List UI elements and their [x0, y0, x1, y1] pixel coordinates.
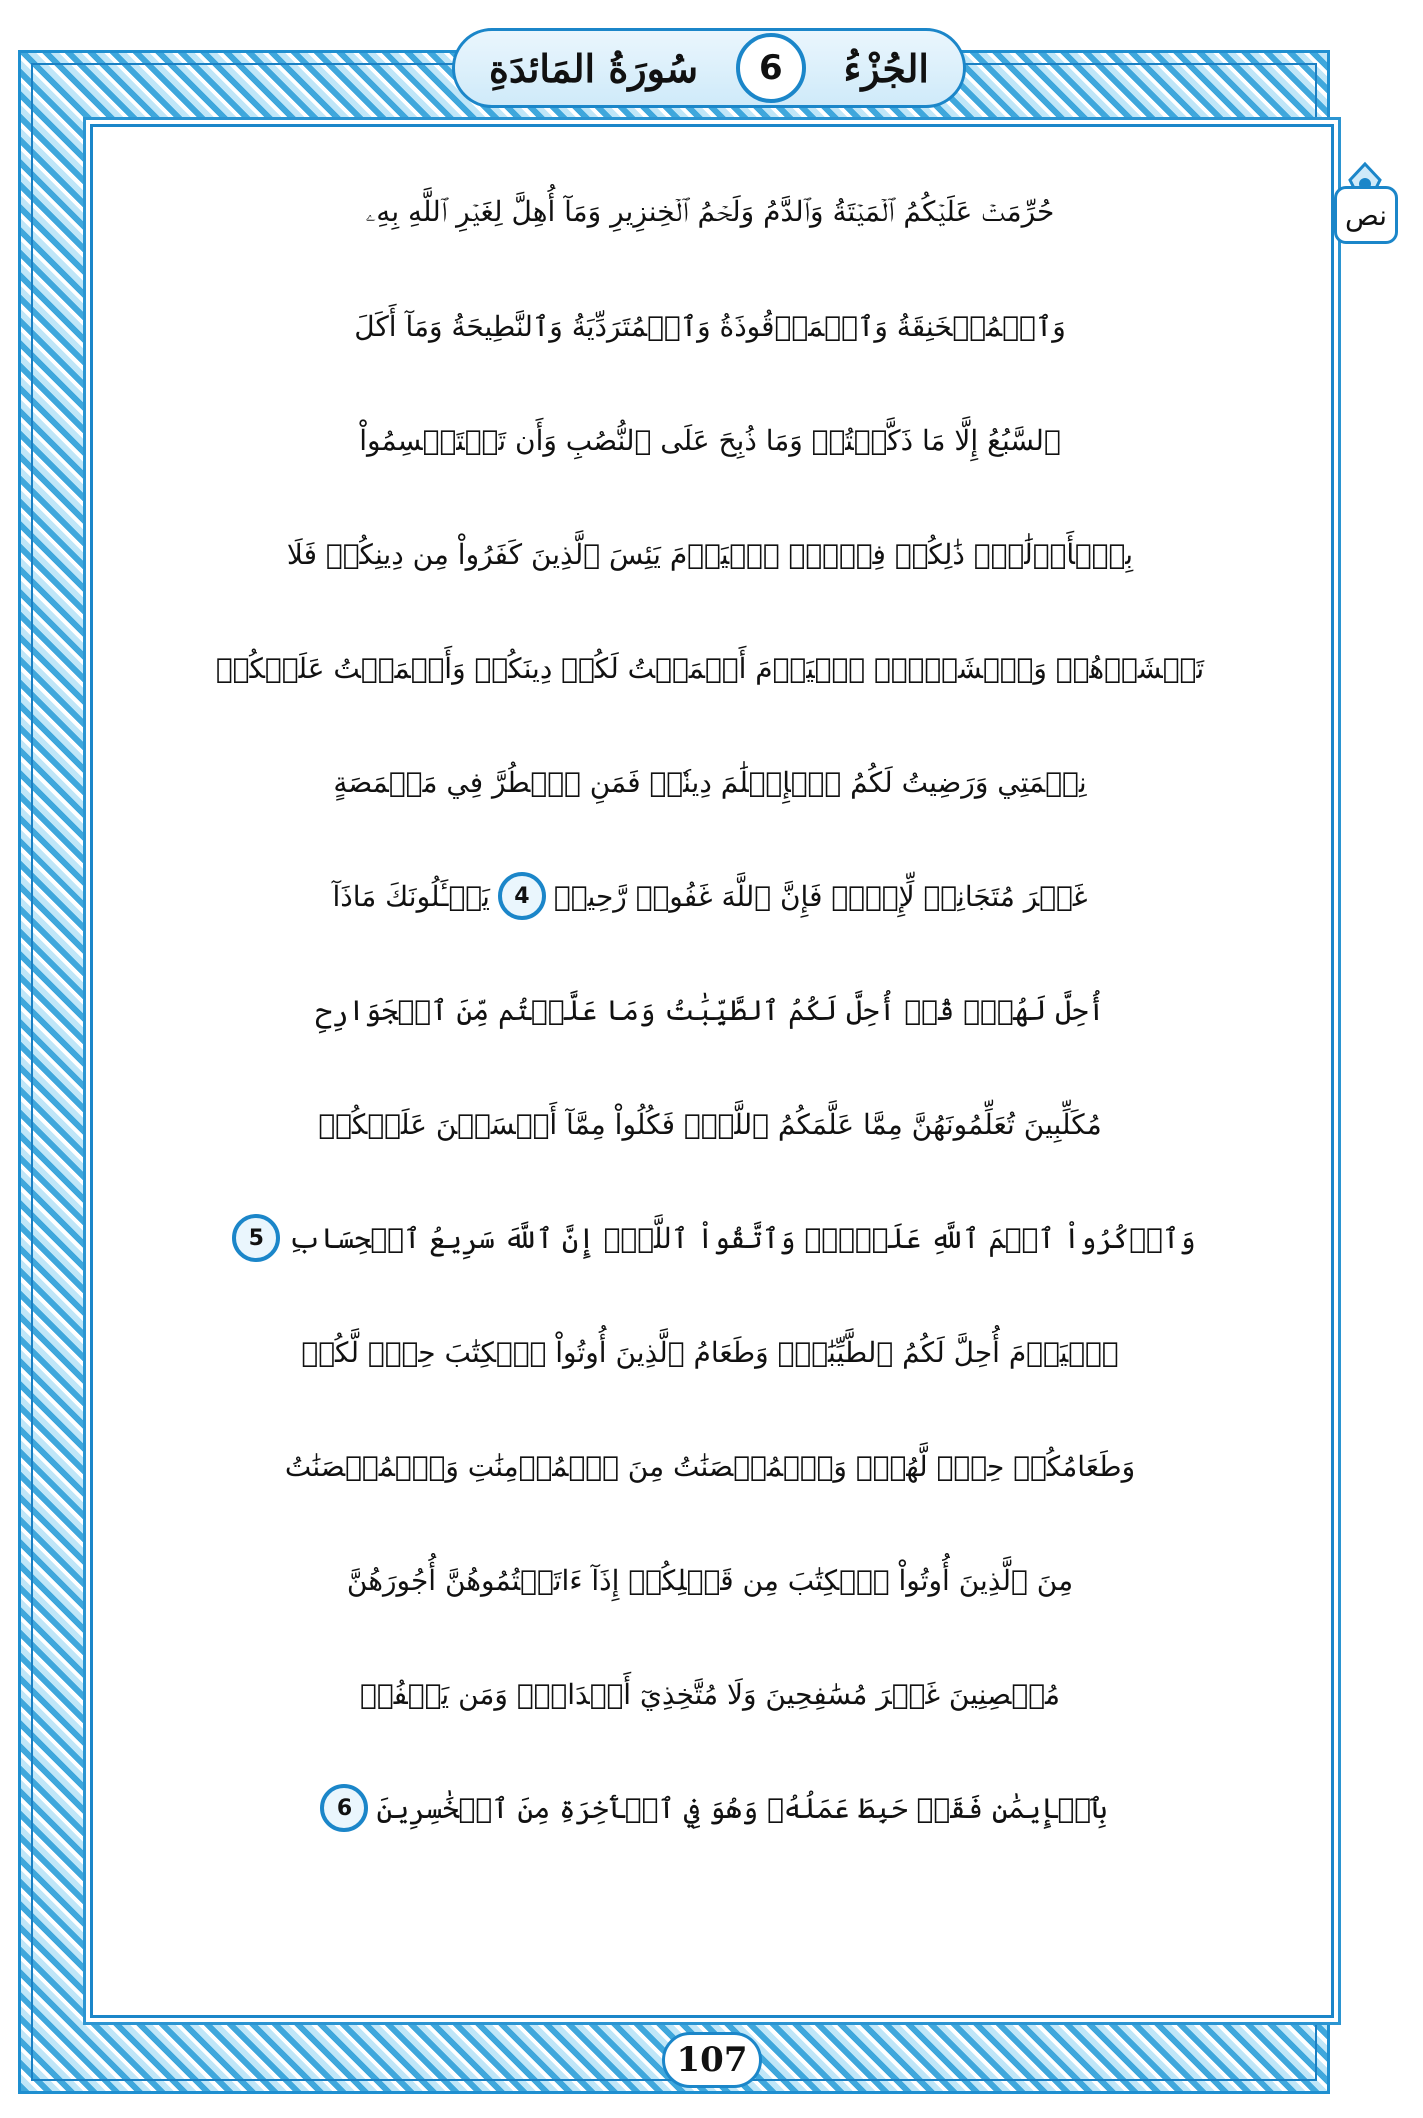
verse-line [120, 958, 1300, 1062]
verse-line [120, 1072, 1300, 1176]
line-text-continued: يَسۡـَٔلُونَكَ مَاذَآ [332, 879, 490, 913]
ayah-number-marker: 6 [320, 1784, 368, 1832]
ayah-number-marker: 5 [232, 1214, 280, 1262]
line-text: ٱلسَّبُعُ إِلَّا مَا ذَكَّيۡتُمۡ وَمَا ذُبِحَ عَلَى ٱلنُّصُبِ وَأَن تَسۡتَقۡسِمُواْ [359, 423, 1061, 457]
line-text: غَيۡرَ مُتَجَانِفٖ لِّإِثۡمٖ فَإِنَّ ٱللَّهَ غَفُورٞ رَّحِيمٞ [553, 879, 1088, 913]
line-text: أُحِلَّ لَهُمۡۖ قُلۡ أُحِلَّ لَكُمُ ٱلطَّيِّبَٰتُ وَمَا عَلَّمۡتُم مِّنَ ٱلۡجَوَارِحِ [315, 993, 1105, 1027]
verse-line [120, 1300, 1300, 1404]
line-text: وَٱذۡكُرُواْ ٱسۡمَ ٱللَّهِ عَلَيۡهِۖ وَٱتَّقُواْ ٱللَّهَۚ إِنَّ ٱللَّهَ سَرِيعُ ٱلۡحِسَابِ [288, 1221, 1196, 1255]
line-text: بِٱلۡإِيمَٰنِ فَقَدۡ حَبِطَ عَمَلُهُۥ وَهُوَ فِي ٱلۡأٓخِرَةِ مِنَ ٱلۡخَٰسِرِينَ [376, 1791, 1108, 1825]
verse-line [120, 160, 1300, 264]
line-text: ٱلۡيَوۡمَ أُحِلَّ لَكُمُ ٱلطَّيِّبَٰتُۖ وَطَعَامُ ٱلَّذِينَ أُوتُواْ ٱلۡكِتَٰبَ حِلّٞ لَّكُمۡ [301, 1335, 1119, 1369]
line-text: وَطَعَامُكُمۡ حِلّٞ لَّهُمۡۖ وَٱلۡمُحۡصَنَٰتُ مِنَ ٱلۡمُؤۡمِنَٰتِ وَٱلۡمُحۡصَنَٰتُ [284, 1449, 1136, 1483]
line-text: مِنَ ٱلَّذِينَ أُوتُواْ ٱلۡكِتَٰبَ مِن قَبۡلِكُمۡ إِذَآ ءَاتَيۡتُمُوهُنَّ أُجُورَهُنَّ [346, 1563, 1074, 1597]
verse-line [120, 844, 1300, 948]
header-plaque [452, 28, 966, 108]
margin-label: نص [1334, 186, 1398, 244]
verse-line [120, 502, 1300, 606]
verse-line [120, 1528, 1300, 1632]
line-text: نِعۡمَتِي وَرَضِيتُ لَكُمُ ٱلۡإِسۡلَٰمَ دِينٗاۚ فَمَنِ ٱضۡطُرَّ فِي مَخۡمَصَةٍ [333, 765, 1087, 799]
line-text: حُرِّمَتۡ عَلَيۡكُمُ ٱلۡمَيۡتَةُ وَٱلدَّمُ وَلَحۡمُ ٱلۡخِنزِيرِ وَمَآ أُهِلَّ لِغَيۡرِ ٱللَّهِ بِهِۦ [365, 195, 1055, 228]
juz-label: الجُزْءُ [843, 45, 929, 91]
line-text: وَٱلۡمُنۡخَنِقَةُ وَٱلۡمَوۡقُوذَةُ وَٱلۡمُتَرَدِّيَةُ وَٱلنَّطِيحَةُ وَمَآ أَكَلَ [354, 309, 1066, 343]
verse-line [120, 1756, 1300, 1860]
juz-number-badge: 6 [736, 33, 806, 103]
line-text: مُحۡصِنِينَ غَيۡرَ مُسَٰفِحِينَ وَلَا مُتَّخِذِيٓ أَخۡدَانٖۗ وَمَن يَكۡفُرۡ [360, 1677, 1060, 1711]
line-text: مُكَلِّبِينَ تُعَلِّمُونَهُنَّ مِمَّا عَلَّمَكُمُ ٱللَّهُۖ فَكُلُواْ مِمَّآ أَمۡسَكۡنَ عَلَيۡكُمۡ [318, 1107, 1102, 1141]
verse-line [120, 274, 1300, 378]
line-text: تَخۡشَوۡهُمۡ وَٱخۡشَوۡنِۚ ٱلۡيَوۡمَ أَكۡمَلۡتُ لَكُمۡ دِينَكُمۡ وَأَتۡمَمۡتُ عَلَيۡكُمۡ [215, 651, 1205, 685]
surah-name: سُورَةُ المَائدَةِ [489, 45, 699, 91]
page-number: 107 [662, 2032, 762, 2088]
verse-line [120, 1414, 1300, 1518]
verse-line [120, 616, 1300, 720]
verse-text-area [120, 160, 1300, 1990]
verse-line [120, 1642, 1300, 1746]
line-text: بِٱلۡأَزۡلَٰمِۚ ذَٰلِكُمۡ فِسۡقٌۗ ٱلۡيَوۡمَ يَئِسَ ٱلَّذِينَ كَفَرُواْ مِن دِينِكُمۡ فَلَا [286, 537, 1134, 571]
verse-line [120, 388, 1300, 492]
verse-line [120, 1186, 1300, 1290]
ayah-number-marker: 4 [498, 872, 546, 920]
verse-line [120, 730, 1300, 834]
